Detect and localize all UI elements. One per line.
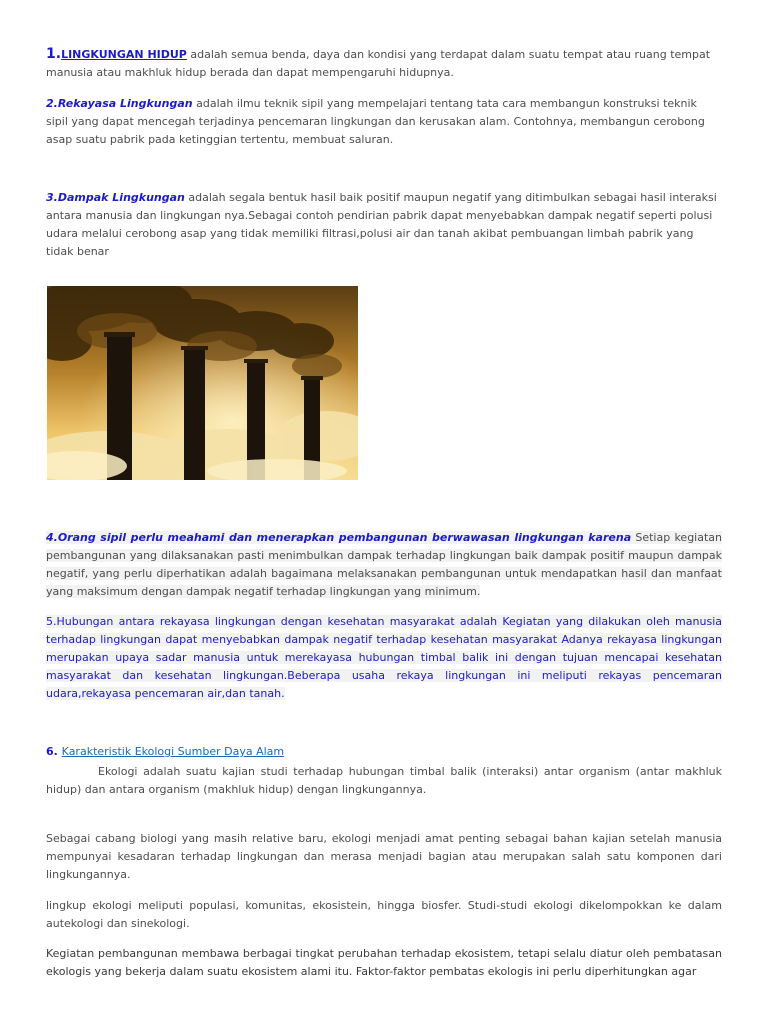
section-3 [46, 189, 722, 261]
section-1 [46, 45, 722, 82]
factory-smokestacks-photo [47, 286, 358, 480]
section-1-number: 1. [46, 46, 62, 62]
paragraph-1 [46, 763, 722, 799]
section-3-text: adalah segala bentuk hasil baik positif maupun negatif yang ditimbulkan sebagai hasil interaksi antara manusia dan lingkungan nya.Sebagai contoh pendirian pabrik dapat menyebabkan dampak negatif seperti polusi udara melalui cerobong asap yang tidak memiliki filtrasi,polusi air dan tanah akibat pembuangan limbah pabrik yang tidak benar [46, 191, 717, 258]
section-4 [46, 529, 722, 601]
section-5-text: 5.Hubungan antara rekayasa lingkungan dengan kesehatan masyarakat adalah Kegiatan yang dilakukan oleh manusia terhadap lingkungan dapat menyebabkan dampak negatif terhadap kesehatan masyarakat Adanya rekayasa lingkungan merupakan upaya sadar manusia untuk merekayasa hubungan timbal balik ini dengan tujuan mencapai kesehatan masyarakat dan kesehatan lingkungan.Beberapa usaha rekaya lingkungan ini meliputi rekayas pencemaran udara,rekayasa pencemaran air,dan tanah. [46, 615, 722, 700]
section-4-title: 4.Orang sipil perlu meahami dan menerapkan pembangunan berwawasan lingkungan karena [46, 531, 632, 544]
section-1-text: adalah semua benda, daya dan kondisi yang terdapat dalam suatu tempat atau ruang tempat manusia atau makhluk hidup berada dan dapat mempengaruhi hidupnya. [46, 48, 711, 79]
paragraph-3 [46, 897, 722, 933]
section-6-title-link[interactable]: Karakteristik Ekologi Sumber Daya Alam [61, 745, 285, 758]
paragraph-3-text: lingkup ekologi meliputi populasi, komunitas, ekosistein, hingga biosfer. Studi-studi ekologi dikelompokkan ke dalam autekologi dan sinekologi. [46, 899, 722, 930]
paragraph-4-text: Kegiatan pembangunan membawa berbagai tingkat perubahan terhadap ekosistem, tetapi selalu diatur oleh pembatasan ekologis yang bekerja dalam suatu ekosistem alami itu. Faktor-faktor pembatas ekologis ini perlu diperhitungkan agar [46, 947, 722, 978]
section-2-text: adalah ilmu teknik sipil yang mempelajari tentang tata cara membangun konstruksi teknik sipil yang dapat mencegah terjadinya pencemaran lingkungan dan kerusakan alam. Contohnya, membangun cerobong asap suatu pabrik pada ketinggian tertentu, membuat saluran. [46, 97, 705, 146]
section-6-number: 6. [46, 745, 62, 758]
section-6-heading [46, 743, 722, 761]
section-1-title[interactable]: LINGKUNGAN HIDUP [61, 48, 187, 61]
paragraph-4 [46, 945, 722, 981]
paragraph-1-text: Ekologi adalah suatu kajian studi terhadap hubungan timbal balik (interaksi) antar organism (antar makhluk hidup) dan antara organism (makhluk hidup) dengan lingkungannya. [46, 765, 722, 796]
paragraph-2 [46, 830, 722, 884]
section-5 [46, 613, 722, 703]
section-2 [46, 95, 722, 149]
section-4-text: Setiap kegiatan pembangunan yang dilaksanakan pasti menimbulkan dampak terhadap lingkungan baik dampak positif maupun dampak negatif, yang perlu diperhatikan adalah bagaimana melaksanakan pembangunan untuk mendapatkan hasil dan manfaat yang maksimum dengan dampak negatif terhadap lingkungan yang minimum. [46, 531, 722, 598]
section-3-title: 3.Dampak Lingkungan [46, 191, 185, 204]
section-2-title: 2.Rekayasa Lingkungan [46, 97, 193, 110]
paragraph-2-text: Sebagai cabang biologi yang masih relative baru, ekologi menjadi amat penting sebagai bahan kajian setelah manusia mempunyai kesadaran terhadap lingkungan dan merasa menjadi bagian atau merupakan salah satu komponen dari lingkungannya. [46, 832, 722, 881]
